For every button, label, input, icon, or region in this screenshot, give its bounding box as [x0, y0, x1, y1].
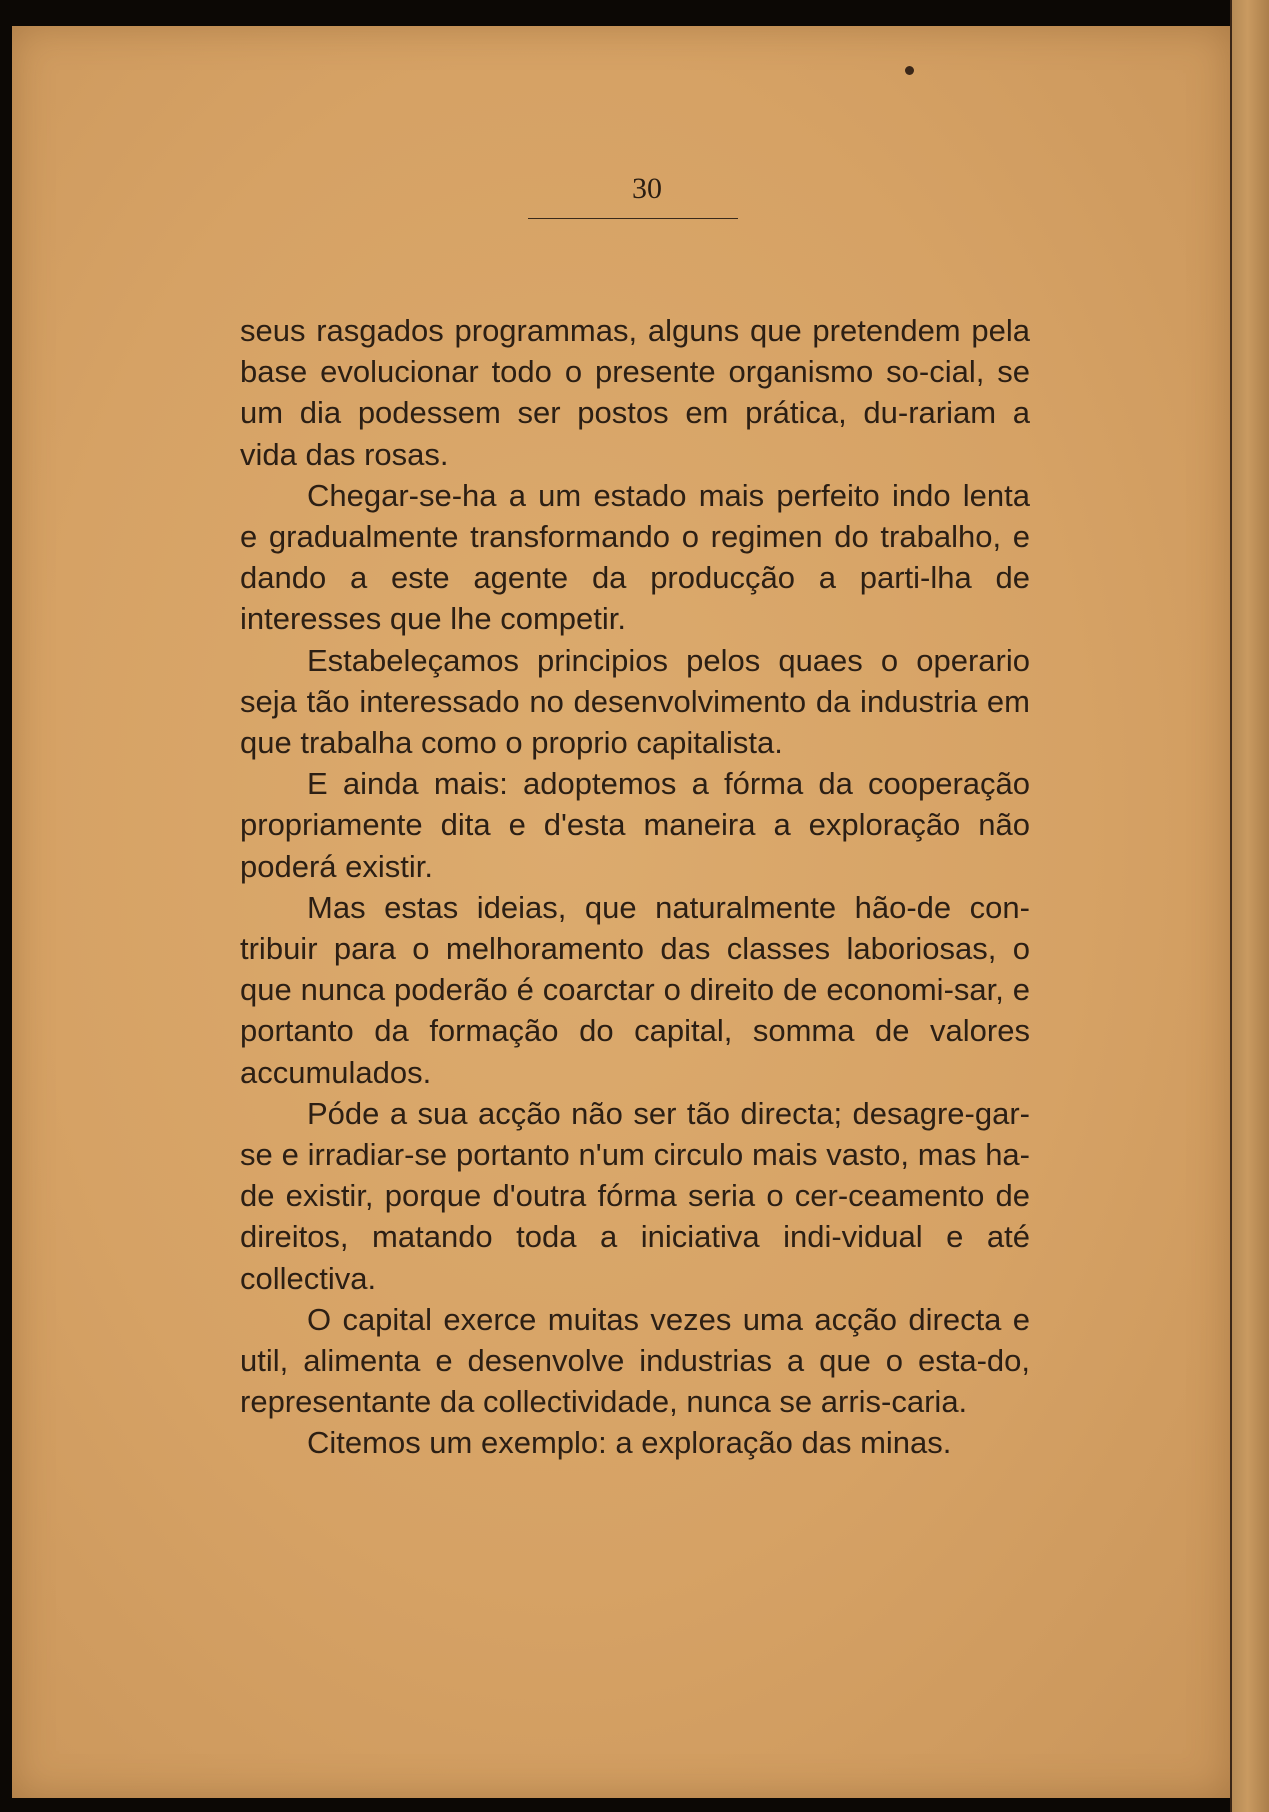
body-text	[240, 310, 1030, 1464]
ink-speck	[905, 66, 914, 75]
paragraph: Chegar-se-ha a um estado mais perfeito indo lenta e gradualmente transformando o regimen do trabalho, e dando a este agente da producção a parti-lha de interesses que lhe competir.	[240, 477, 1030, 637]
paragraph: seus rasgados programmas, alguns que pretendem pela base evolucionar todo o presente organismo so-cial, se um dia podessem ser postos em prática, du-rariam a vida das rosas.	[240, 313, 1030, 472]
paragraph: Póde a sua acção não ser tão directa; desagre-gar-se e irradiar-se portanto n'um circulo mais vasto, mas ha-de existir, porque d'outra fórma seria o cer-ceamento de direitos, matando toda a iniciativa indi-vidual e até collectiva.	[240, 1095, 1030, 1296]
paragraph: Estabeleçamos principios pelos quaes o operario seja tão interessado no desenvolvimento da industria em que trabalha como o proprio capitalista.	[240, 642, 1030, 761]
header-rule	[528, 218, 738, 219]
paragraph: Mas estas ideias, que naturalmente hão-de con-tribuir para o melhoramento das classes laboriosas, o que nunca poderão é coarctar o direito de economi-sar, e portanto da formação do capital, somma de valores accumulados.	[240, 889, 1030, 1090]
paragraph: Citemos um exemplo: a exploração das minas.	[307, 1425, 952, 1461]
adjacent-page-edge	[1230, 0, 1269, 1812]
paragraph: E ainda mais: adoptemos a fórma da cooperação propriamente dita e d'esta maneira a exploração não poderá existir.	[240, 766, 1030, 884]
paragraph: O capital exerce muitas vezes uma acção directa e util, alimenta e desenvolve industrias a que o esta-do, representante da collectividade, nunca se arris-caria.	[240, 1301, 1030, 1420]
page-number: 30	[632, 172, 662, 205]
